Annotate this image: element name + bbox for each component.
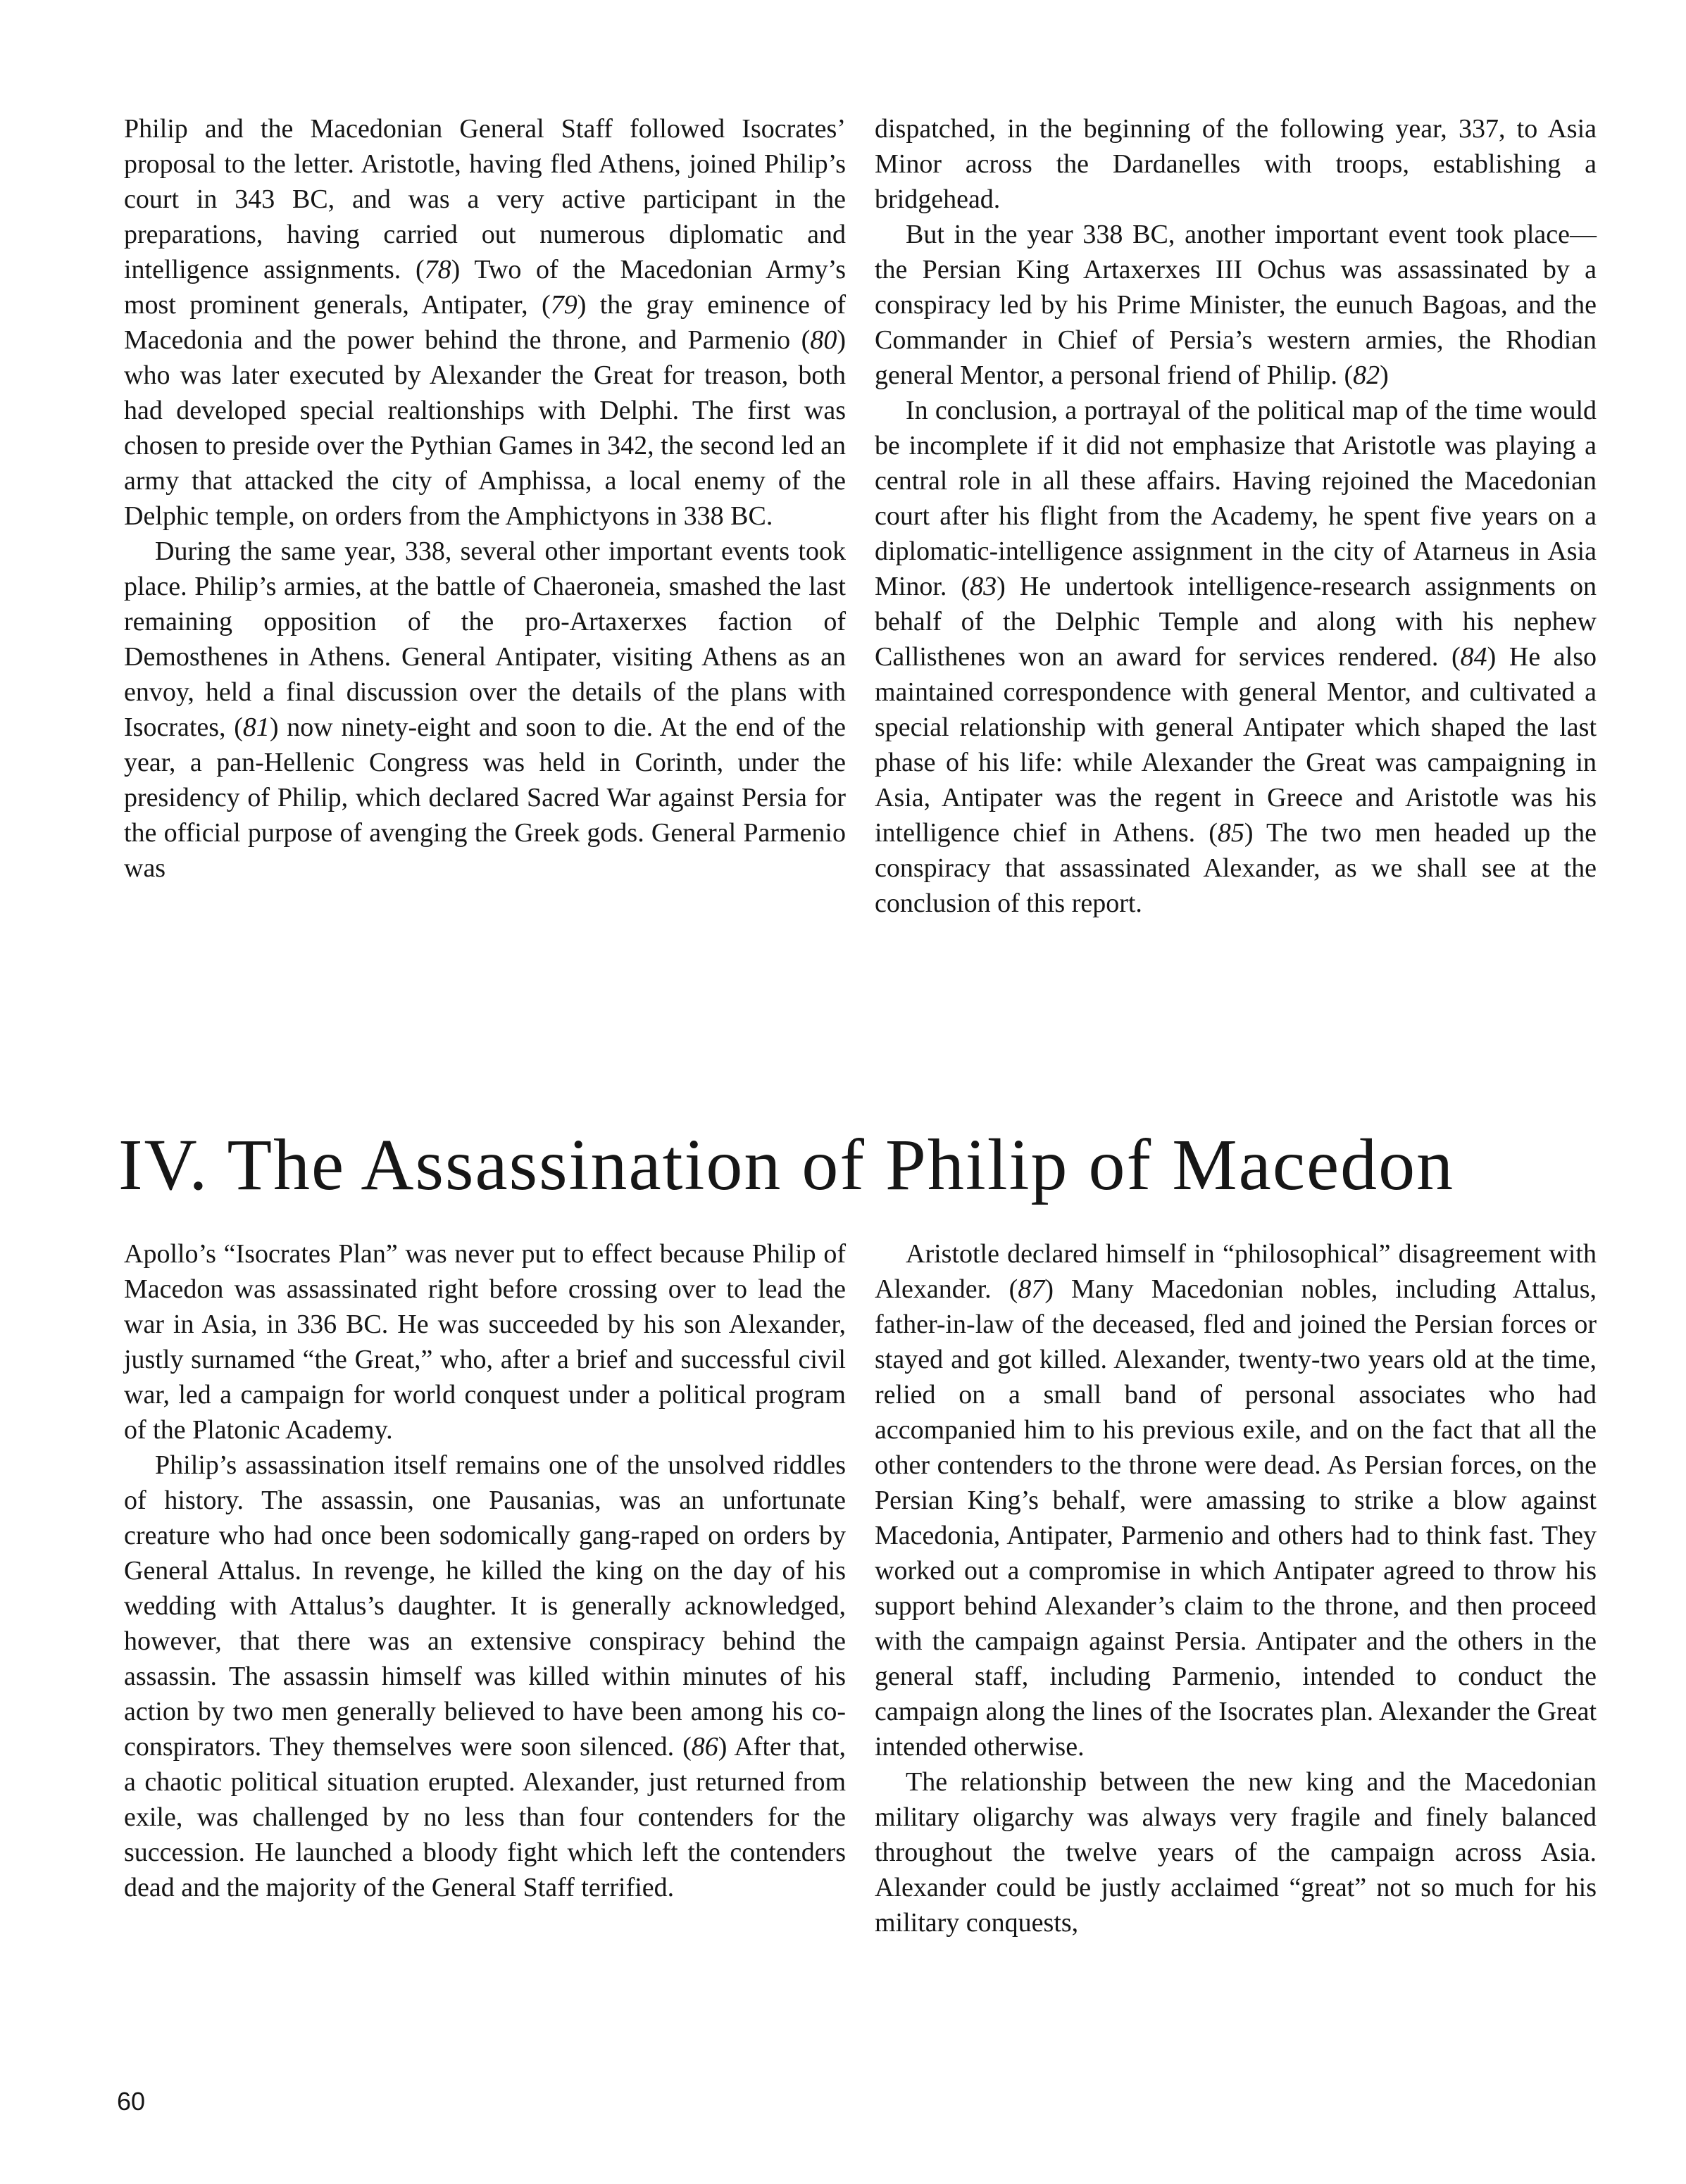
paragraph: But in the year 338 BC, another important event took place—the Persian King Artaxerxes III Ochus was assassinated by a conspiracy led by his Prime Minister, the eunuch Bagoas, and the Commander in Chief of Persia’s western armies, the Rhodian general Mentor, a personal friend of Philip. (82): [875, 220, 1597, 390]
footnote-ref: 87: [1018, 1274, 1045, 1304]
paragraph: Apollo’s “Isocrates Plan” was never put to effect because Philip of Macedon was assassinated right before crossing over to lead the war in Asia, in 336 BC. He was succeeded by his son Alexander, justly surnamed “the Great,” who, after a brief and successful civil war, led a campaign for world conquest under a political program of the Platonic Academy.: [124, 1239, 846, 1445]
paragraph: In conclusion, a portrayal of the political map of the time would be incomplete if it did not emphasize that Aristotle was playing a central role in all these affairs. Having rejoined the Macedonian court after his flight from the Academy, he spent five years on a diplomatic-intelligence assignment in the city of Atarneus in Asia Minor. (83) He undertook intelligence-research assignments on behalf of the Delphic Temple and along with his nephew Callisthenes won an award for services rendered. (84) He also maintained correspondence with general Mentor, and cultivated a special relationship with general Antipater which shaped the last phase of his life: while Alexander the Great was campaigning in Asia, Antipater was the regent in Greece and Aristotle was his intelligence chief in Athens. (85) The two men headed up the conspiracy that assassinated Alexander, as we shall see at the conclusion of this report.: [875, 396, 1597, 918]
footnote-ref: 83: [970, 572, 997, 601]
bottom-right-column: [875, 1236, 1597, 1940]
footnote-ref: 84: [1460, 642, 1487, 672]
footnote-ref: 78: [424, 255, 451, 284]
paragraph: Philip and the Macedonian General Staff followed Isocrates’ proposal to the letter. Aristotle, having fled Athens, joined Philip’s court in 343 BC, and was a very active participant in the preparations, having carried out numerous diplomatic and intelligence assignments. (78) Two of the Macedonian Army’s most prominent generals, Antipater, (79) the gray eminence of Macedonia and the power behind the throne, and Parmenio (80) who was later executed by Alexander the Great for treason, both had developed special realtionships with Delphi. The first was chosen to preside over the Pythian Games in 342, the second led an army that attacked the city of Amphissa, a local enemy of the Delphic temple, on orders from the Amphictyons in 338 BC.: [124, 114, 846, 531]
footnote-ref: 82: [1353, 360, 1380, 390]
paragraph: The relationship between the new king and the Macedonian military oligarchy was always very fragile and finely balanced throughout the twelve years of the campaign across Asia. Alexander could be justly acclaimed “great” not so much for his military conquests,: [875, 1767, 1597, 1938]
footnote-ref: 86: [691, 1732, 718, 1762]
top-right-column: [875, 111, 1597, 921]
top-left-column: [124, 111, 846, 886]
bottom-left-column: [124, 1236, 846, 1905]
footnote-ref: 79: [550, 290, 577, 320]
section-heading: IV. The Assassination of Philip of Macedon: [118, 1124, 1455, 1205]
footnote-ref: 85: [1217, 818, 1244, 848]
page-number: 60: [117, 2087, 146, 2116]
paragraph: Aristotle declared himself in “philosophical” disagreement with Alexander. (87) Many Macedonian nobles, including Attalus, father-in-law of the deceased, fled and joined the Persian forces or stayed and got killed. Alexander, twenty-two years old at the time, relied on a small band of personal associates who had accompanied him to his previous exile, and on the fact that all the other contenders to the throne were dead. As Persian forces, on the Persian King’s behalf, were amassing to strike a blow against Macedonia, Antipater, Parmenio and others had to think fast. They worked out a compromise in which Antipater agreed to throw his support behind Alexander’s claim to the throne, and then proceed with the campaign against Persia. Antipater and the others in the general staff, including Parmenio, intended to conduct the campaign along the lines of the Isocrates plan. Alexander the Great intended otherwise.: [875, 1239, 1597, 1762]
footnote-ref: 81: [242, 713, 270, 742]
paragraph: dispatched, in the beginning of the following year, 337, to Asia Minor across the Dardanelles with troops, establishing a bridgehead.: [875, 114, 1597, 214]
paragraph: Philip’s assassination itself remains one of the unsolved riddles of history. The assassin, one Pausanias, was an unfortunate creature who had once been sodomically gang-raped on orders by General Attalus. In revenge, he killed the king on the day of his wedding with Attalus’s daughter. It is generally acknowledged, however, that there was an extensive conspiracy behind the assassin. The assassin himself was killed within minutes of his action by two men generally believed to have been among his co-conspirators. They themselves were soon silenced. (86) After that, a chaotic political situation erupted. Alexander, just returned from exile, was challenged by no less than four contenders for the succession. He launched a bloody fight which left the contenders dead and the majority of the General Staff terrified.: [124, 1450, 847, 1902]
footnote-ref: 80: [810, 325, 837, 355]
paragraph: During the same year, 338, several other important events took place. Philip’s armies, at the battle of Chaeroneia, smashed the last remaining opposition of the pro-Artaxerxes faction of Demosthenes in Athens. General Antipater, visiting Athens as an envoy, held a final discussion over the details of the plans with Isocrates, (81) now ninety-eight and soon to die. At the end of the year, a pan-Hellenic Congress was held in Corinth, under the presidency of Philip, which declared Sacred War against Persia for the official purpose of avenging the Greek gods. General Parmenio was: [124, 536, 846, 883]
